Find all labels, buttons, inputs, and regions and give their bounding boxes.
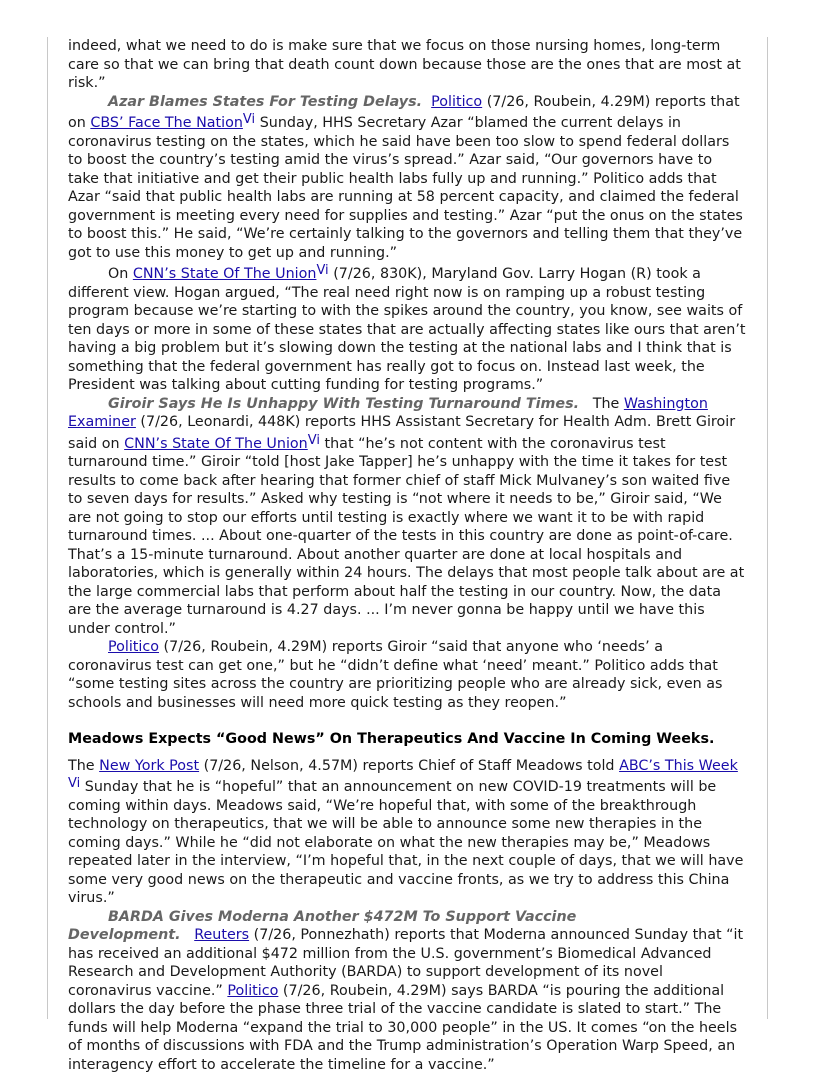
video-icon-link[interactable]: Vi (316, 263, 328, 278)
link-new-york-post[interactable]: New York Post (99, 758, 199, 774)
link-washington-examiner[interactable]: Washington Examiner (68, 396, 708, 431)
subheading-giroir-unhappy: Giroir Says He Is Unhappy With Testing Turnaround Times. (108, 396, 579, 412)
link-politico[interactable]: Politico (108, 639, 159, 655)
link-abc-this-week[interactable]: ABC’s This Week (619, 758, 738, 774)
link-reuters[interactable]: Reuters (194, 927, 249, 943)
video-icon-link[interactable]: Vi (243, 112, 255, 127)
paragraph-azar-blames-states: Azar Blames States For Testing Delays. Politico (7/26, Roubein, 4.29M) reports that on CBS’ Face The NationVi Sunday, HHS Secretary Azar “blamed the current delays in coronavirus testing on the states, which he said have been too slow to spend federal dollars to boost the country’s testing amid the virus’s spread.” Azar said, “Our governors have to take that initiative and get their public health labs fully up and running.” Politico adds that Azar “said that public health labs are running at 58 percent capacity, and claimed the federal government is meeting every need for supplies and testing.” Azar “put the onus on the states to boost this.” He said, “We’re certainly talking to the governors and telling them that they’ve got to use this money to get up and running.” (68, 93, 747, 263)
paragraph-giroir-unhappy: Giroir Says He Is Unhappy With Testing Turnaround Times. The Washington Examiner (7/26, Leonardi, 448K) reports HHS Assistant Secretary for Health Adm. Brett Giroir said on CNN’s State Of The UnionVi that “he’s not content with the coronavirus test turnaround time.” Giroir “told [host Jake Tapper] he’s unhappy with the time it takes for test results to come back after hearing that former chief of staff Mick Mulvaney’s son waited five to seven days for results.” Asked why testing is “not where it needs to be,” Giroir said, “We are not going to stop our efforts until testing is exactly where we want it to be with rapid turnaround times. ... About one-quarter of the tests in this country are done as point-of-care. That’s a 15-minute turnaround. About another quarter are done at local hospitals and laboratories, which is generally within 24 hours. The delays that most people talk about are at the large commercial labs that perform about half the testing in our country. Now, the data are the average turnaround is 4.27 days. ... I’m never gonna be happy until we have this under control.” (68, 395, 747, 639)
link-politico[interactable]: Politico (227, 983, 278, 999)
link-cnn-state-of-the-union[interactable]: CNN’s State Of The Union (133, 266, 317, 282)
subheading-barda-moderna: BARDA Gives Moderna Another $472M To Support Vaccine Development. (68, 909, 576, 944)
document-page (47, 37, 768, 1019)
paragraph-meadows-hopeful: The New York Post (7/26, Nelson, 4.57M) reports Chief of Staff Meadows told ABC’s This Week Vi Sunday that he is “hopeful” that an announcement on new COVID-19 treatments will be coming within days. Meadows said, “We’re hopeful that, with some of the breakthrough technology on therapeutics, that we will be able to announce some new therapies in the coming days.” While he “did not elaborate on what the new therapies may be,” Meadows repeated later in the interview, “I’m hopeful that, in the next couple of days, that we will have some very good news on the therapeutic and vaccine fronts, as we try to address this China virus.” (68, 757, 747, 908)
paragraph-barda-moderna: BARDA Gives Moderna Another $472M To Support Vaccine Development. Reuters (7/26, Ponnezhath) reports that Moderna announced Sunday that “it has received an additional $472 million from the U.S. government’s Biomedical Advanced Research and Development Authority (BARDA) to support development of its novel coronavirus vaccine.” Politico (7/26, Roubein, 4.29M) says BARDA “is pouring the additional dollars the day before the phase three trial of the vaccine candidate is slated to start.” The funds will help Moderna “expand the trial to 30,000 people” in the US. It comes “on the heels of months of discussions with FDA and the Trump administration’s Operation Warp Speed, an interagency effort to accelerate the timeline for a vaccine.” (68, 908, 747, 1074)
link-cbs-face-the-nation[interactable]: CBS’ Face The Nation (90, 115, 243, 131)
paragraph-giroir-need: Politico (7/26, Roubein, 4.29M) reports Giroir “said that anyone who ‘needs’ a coronavirus test can get one,” but he “didn’t define what ‘need’ meant.” Politico adds that “some testing sites across the country are prioritizing people who are already sick, even as schools and businesses will need more quick testing as they reopen.” (68, 638, 747, 712)
section-headline-meadows: Meadows Expects “Good News” On Therapeutics And Vaccine In Coming Weeks. (68, 730, 747, 749)
video-icon-link[interactable]: Vi (68, 776, 80, 791)
link-politico[interactable]: Politico (431, 94, 482, 110)
paragraph-nursing-homes-quote: indeed, what we need to do is make sure that we focus on those nursing homes, long-term care so that we can bring that death count down because those are the ones that are most at risk.” (68, 37, 747, 93)
link-cnn-state-of-the-union[interactable]: CNN’s State Of The Union (124, 436, 308, 452)
video-icon-link[interactable]: Vi (308, 433, 320, 448)
subheading-azar-blames-states: Azar Blames States For Testing Delays. (108, 94, 422, 110)
paragraph-hogan-view: On CNN’s State Of The UnionVi (7/26, 830K), Maryland Gov. Larry Hogan (R) took a different view. Hogan argued, “The real need right now is on ramping up a robust testing program because we’re starting to with the spikes around the country, you know, see waits of ten days or more in some of these states that are actually affecting states like ours that aren’t having a big problem but it’s slowing down the testing at the national labs and I think that is something that the federal government has really got to focus on. Instead last week, the President was talking about cutting funding for testing programs.” (68, 262, 747, 395)
